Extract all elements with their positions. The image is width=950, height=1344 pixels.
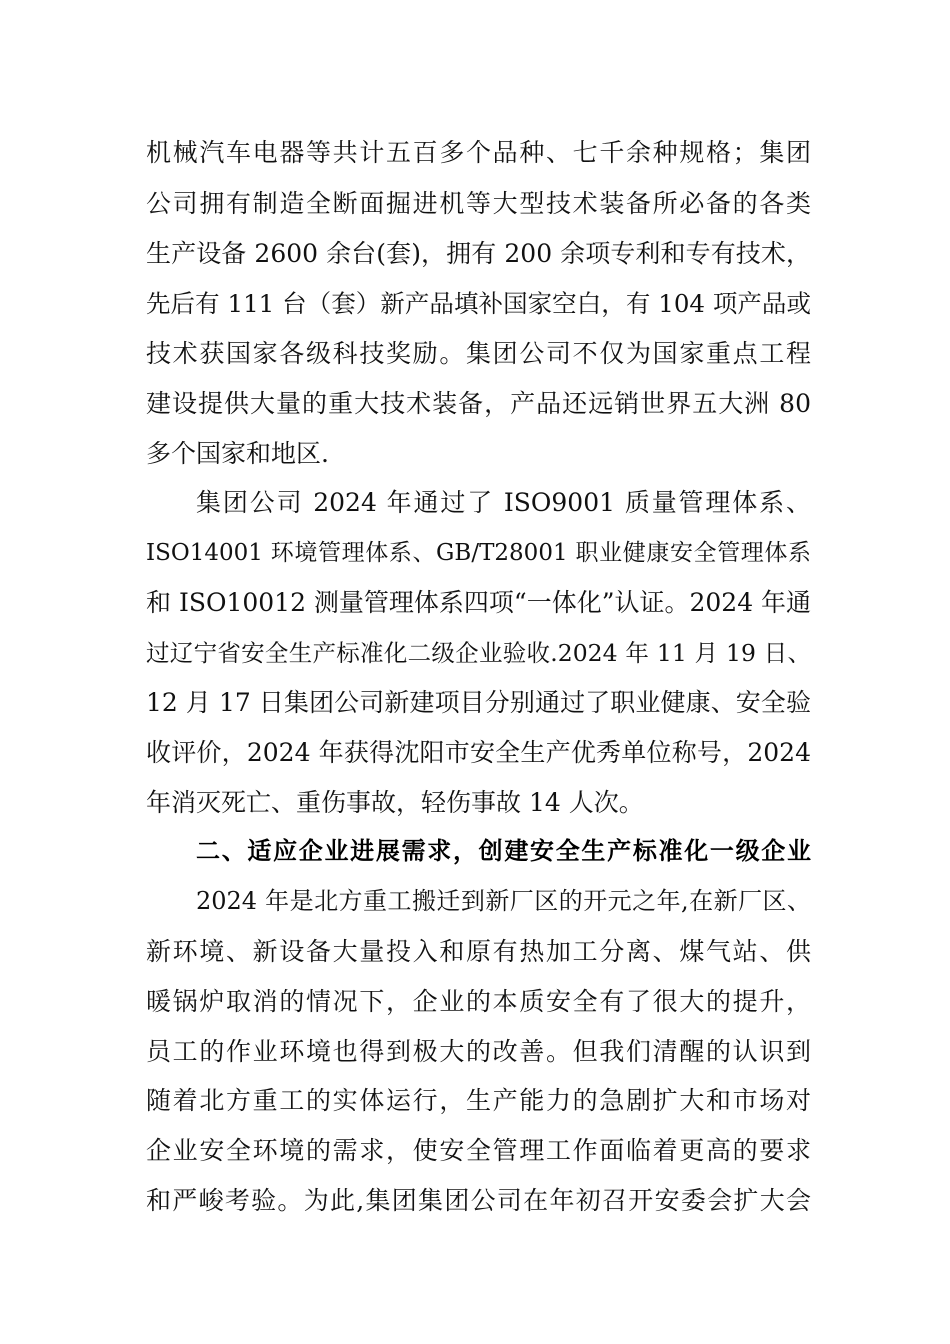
- paragraph-3-line-3: 暖锅炉取消的情况下，企业的本质安全有了很大的提升，: [146, 987, 811, 1016]
- paragraph-3-line-6: 企业安全环境的需求，使安全管理工作面临着更高的要求: [146, 1136, 811, 1165]
- paragraph-3-line-5: 随着北方重工的实体运行，生产能力的急剧扩大和市场对: [146, 1086, 811, 1115]
- paragraph-2-line-7: 年消灭死亡、重伤事故，轻伤事故 14 人次。: [146, 788, 644, 817]
- paragraph-2-line-1: 集团公司 2024 年通过了 ISO9001 质量管理体系、: [196, 488, 811, 517]
- paragraph-1-line-5: 技术获国家各级科技奖励。集团公司不仅为国家重点工程: [146, 339, 811, 368]
- paragraph-3-line-4: 员工的作业环境也得到极大的改善。但我们清醒的认识到: [146, 1037, 811, 1066]
- paragraph-1-line-7: 多个国家和地区.: [146, 439, 329, 468]
- paragraph-3-line-2: 新环境、新设备大量投入和原有热加工分离、煤气站、供: [146, 937, 811, 966]
- paragraph-2-line-4: 过辽宁省安全生产标准化二级企业验收.2024 年 11 月 19 日、: [146, 639, 811, 667]
- paragraph-1-line-6: 建设提供大量的重大技术装备，产品还远销世界五大洲 80: [146, 389, 811, 418]
- paragraph-1-line-2: 公司拥有制造全断面掘进机等大型技术装备所必备的各类: [146, 189, 811, 218]
- paragraph-2-line-6: 收评价，2024 年获得沈阳市安全生产优秀单位称号，2024: [146, 738, 811, 767]
- paragraph-1-line-1: 机械汽车电器等共计五百多个品种、七千余种规格；集团: [146, 138, 811, 167]
- paragraph-1-line-3: 生产设备 2600 余台(套)，拥有 200 余项专利和专有技术，: [146, 239, 811, 268]
- paragraph-1-line-4: 先后有 111 台（套）新产品填补国家空白，有 104 项产品或: [146, 289, 811, 318]
- paragraph-3-line-7: 和严峻考验。为此,集团集团公司在年初召开安委会扩大会: [146, 1186, 811, 1215]
- paragraph-2-line-3: 和 ISO10012 测量管理体系四项“一体化”认证。2024 年通: [146, 588, 812, 617]
- paragraph-2-line-5: 12 月 17 日集团公司新建项目分别通过了职业健康、安全验: [146, 688, 811, 717]
- paragraph-3-line-1: 2024 年是北方重工搬迁到新厂区的开元之年,在新厂区、: [196, 887, 811, 915]
- section-heading: 二、适应企业进展需求，创建安全生产标准化一级企业: [196, 837, 811, 865]
- paragraph-2-line-2: ISO14001 环境管理体系、GB/T28001 职业健康安全管理体系: [146, 540, 811, 566]
